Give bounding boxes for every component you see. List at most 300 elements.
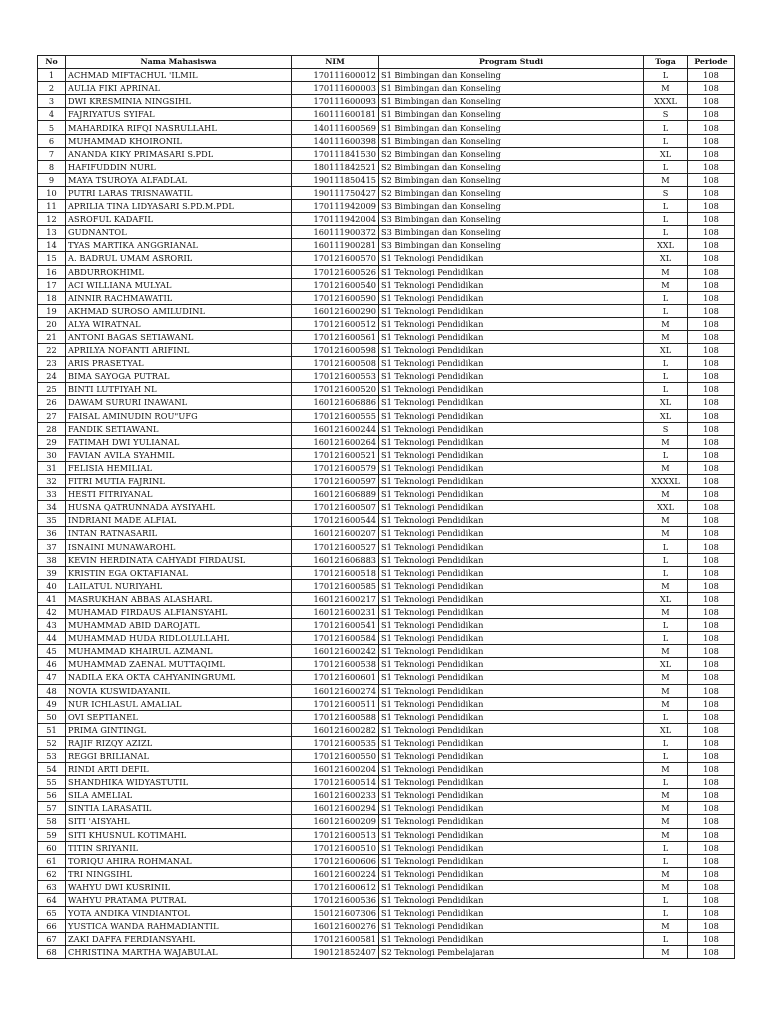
cell-program-studi: S3 Bimbingan dan Konseling bbox=[379, 213, 644, 226]
cell-periode: 108 bbox=[688, 488, 735, 501]
cell-periode: 108 bbox=[688, 108, 735, 121]
cell-periode: 108 bbox=[688, 566, 735, 579]
cell-no: 14 bbox=[38, 239, 66, 252]
table-row bbox=[38, 592, 735, 605]
cell-no: 16 bbox=[38, 265, 66, 278]
cell-nama-mahasiswa: YUSTICA WANDA RAHMADIANTIL bbox=[66, 920, 292, 933]
cell-nama-mahasiswa: NUR ICHLASUL AMALIAL bbox=[66, 697, 292, 710]
cell-nim: 170111942004 bbox=[292, 213, 379, 226]
cell-toga: L bbox=[644, 69, 688, 82]
cell-toga: L bbox=[644, 632, 688, 645]
cell-nama-mahasiswa: MUHAMMAD ZAENAL MUTTAQIML bbox=[66, 658, 292, 671]
cell-toga: M bbox=[644, 82, 688, 95]
cell-periode: 108 bbox=[688, 226, 735, 239]
cell-program-studi: S1 Teknologi Pendidikan bbox=[379, 553, 644, 566]
table-row bbox=[38, 448, 735, 461]
cell-nama-mahasiswa: HUSNA QATRUNNADA AYSIYAHL bbox=[66, 501, 292, 514]
cell-nama-mahasiswa: CHRISTINA MARTHA WAJABULAL bbox=[66, 946, 292, 959]
cell-no: 32 bbox=[38, 475, 66, 488]
cell-periode: 108 bbox=[688, 448, 735, 461]
table-row bbox=[38, 540, 735, 553]
cell-program-studi: S1 Teknologi Pendidikan bbox=[379, 501, 644, 514]
cell-nim: 170121600527 bbox=[292, 540, 379, 553]
cell-nama-mahasiswa: A. BADRUL UMAM ASRORIL bbox=[66, 252, 292, 265]
cell-program-studi: S1 Teknologi Pendidikan bbox=[379, 658, 644, 671]
cell-periode: 108 bbox=[688, 357, 735, 370]
cell-nim: 160121606883 bbox=[292, 553, 379, 566]
cell-nama-mahasiswa: FITRI MUTIA FAJRINL bbox=[66, 475, 292, 488]
cell-program-studi: S1 Teknologi Pendidikan bbox=[379, 749, 644, 762]
cell-nim: 170121600510 bbox=[292, 841, 379, 854]
cell-periode: 108 bbox=[688, 396, 735, 409]
cell-no: 9 bbox=[38, 173, 66, 186]
cell-program-studi: S1 Teknologi Pendidikan bbox=[379, 867, 644, 880]
cell-periode: 108 bbox=[688, 802, 735, 815]
table-row bbox=[38, 370, 735, 383]
cell-nama-mahasiswa: TORIQU AHIRA ROHMANAL bbox=[66, 854, 292, 867]
cell-toga: XL bbox=[644, 658, 688, 671]
cell-no: 29 bbox=[38, 435, 66, 448]
cell-no: 57 bbox=[38, 802, 66, 815]
table-row bbox=[38, 121, 735, 134]
cell-toga: L bbox=[644, 710, 688, 723]
table-row bbox=[38, 147, 735, 160]
table-row bbox=[38, 330, 735, 343]
table-row bbox=[38, 854, 735, 867]
cell-nim: 160121600231 bbox=[292, 605, 379, 618]
cell-no: 45 bbox=[38, 645, 66, 658]
cell-program-studi: S2 Teknologi Pembelajaran bbox=[379, 946, 644, 959]
cell-program-studi: S1 Teknologi Pendidikan bbox=[379, 828, 644, 841]
cell-toga: M bbox=[644, 828, 688, 841]
cell-no: 5 bbox=[38, 121, 66, 134]
cell-nama-mahasiswa: ALYA WIRATNAL bbox=[66, 317, 292, 330]
cell-nama-mahasiswa: ANTONI BAGAS SETIAWANL bbox=[66, 330, 292, 343]
cell-no: 67 bbox=[38, 933, 66, 946]
cell-nama-mahasiswa: MUHAMMAD HUDA RIDLOLULLAHL bbox=[66, 632, 292, 645]
cell-nim: 170121600518 bbox=[292, 566, 379, 579]
cell-program-studi: S1 Teknologi Pendidikan bbox=[379, 854, 644, 867]
table-row bbox=[38, 579, 735, 592]
cell-nim: 160121600276 bbox=[292, 920, 379, 933]
cell-nama-mahasiswa: ASROFUL KADAFIL bbox=[66, 213, 292, 226]
cell-nama-mahasiswa: APRILYA NOFANTI ARIFINL bbox=[66, 344, 292, 357]
cell-nim: 140111600398 bbox=[292, 134, 379, 147]
cell-program-studi: S3 Bimbingan dan Konseling bbox=[379, 226, 644, 239]
table-row bbox=[38, 710, 735, 723]
cell-no: 13 bbox=[38, 226, 66, 239]
cell-program-studi: S1 Bimbingan dan Konseling bbox=[379, 108, 644, 121]
cell-no: 40 bbox=[38, 579, 66, 592]
cell-nama-mahasiswa: ZAKI DAFFA FERDIANSYAHL bbox=[66, 933, 292, 946]
cell-toga: L bbox=[644, 304, 688, 317]
cell-toga: M bbox=[644, 317, 688, 330]
cell-program-studi: S1 Teknologi Pendidikan bbox=[379, 488, 644, 501]
cell-program-studi: S1 Teknologi Pendidikan bbox=[379, 252, 644, 265]
cell-nim: 160121600217 bbox=[292, 592, 379, 605]
cell-program-studi: S1 Teknologi Pendidikan bbox=[379, 422, 644, 435]
cell-toga: L bbox=[644, 291, 688, 304]
cell-no: 62 bbox=[38, 867, 66, 880]
cell-nama-mahasiswa: ABDURROKHIML bbox=[66, 265, 292, 278]
cell-program-studi: S2 Bimbingan dan Konseling bbox=[379, 173, 644, 186]
cell-program-studi: S1 Teknologi Pendidikan bbox=[379, 370, 644, 383]
cell-nim: 190121852407 bbox=[292, 946, 379, 959]
cell-toga: M bbox=[644, 435, 688, 448]
cell-no: 66 bbox=[38, 920, 66, 933]
cell-program-studi: S1 Teknologi Pendidikan bbox=[379, 566, 644, 579]
cell-periode: 108 bbox=[688, 736, 735, 749]
cell-nama-mahasiswa: MUHAMAD FIRDAUS ALFIANSYAHL bbox=[66, 605, 292, 618]
cell-nim: 170121600535 bbox=[292, 736, 379, 749]
cell-nama-mahasiswa: KEVIN HERDINATA CAHYADI FIRDAUSL bbox=[66, 553, 292, 566]
cell-nim: 170121600597 bbox=[292, 475, 379, 488]
cell-nim: 170121600579 bbox=[292, 461, 379, 474]
cell-nim: 160121600207 bbox=[292, 527, 379, 540]
cell-nama-mahasiswa: DAWAM SURURI INAWANL bbox=[66, 396, 292, 409]
cell-nim: 170121600526 bbox=[292, 265, 379, 278]
cell-no: 18 bbox=[38, 291, 66, 304]
cell-program-studi: S1 Teknologi Pendidikan bbox=[379, 265, 644, 278]
cell-program-studi: S1 Teknologi Pendidikan bbox=[379, 527, 644, 540]
table-row bbox=[38, 173, 735, 186]
cell-periode: 108 bbox=[688, 841, 735, 854]
cell-nama-mahasiswa: WAHYU DWI KUSRINIL bbox=[66, 880, 292, 893]
cell-periode: 108 bbox=[688, 291, 735, 304]
table-row bbox=[38, 396, 735, 409]
cell-periode: 108 bbox=[688, 514, 735, 527]
table-row bbox=[38, 645, 735, 658]
cell-toga: XL bbox=[644, 409, 688, 422]
cell-nim: 160121600244 bbox=[292, 422, 379, 435]
cell-periode: 108 bbox=[688, 553, 735, 566]
cell-toga: XL bbox=[644, 252, 688, 265]
cell-nim: 150121607306 bbox=[292, 907, 379, 920]
cell-toga: M bbox=[644, 815, 688, 828]
cell-periode: 108 bbox=[688, 475, 735, 488]
cell-nim: 160121600209 bbox=[292, 815, 379, 828]
cell-periode: 108 bbox=[688, 894, 735, 907]
cell-program-studi: S1 Bimbingan dan Konseling bbox=[379, 82, 644, 95]
header-nim: NIM bbox=[292, 56, 379, 69]
cell-no: 21 bbox=[38, 330, 66, 343]
cell-nama-mahasiswa: RAJIF RIZQY AZIZL bbox=[66, 736, 292, 749]
cell-nama-mahasiswa: BINTI LUTFIYAH NL bbox=[66, 383, 292, 396]
cell-no: 19 bbox=[38, 304, 66, 317]
cell-periode: 108 bbox=[688, 213, 735, 226]
cell-program-studi: S1 Teknologi Pendidikan bbox=[379, 736, 644, 749]
cell-toga: L bbox=[644, 619, 688, 632]
cell-no: 34 bbox=[38, 501, 66, 514]
table-row bbox=[38, 736, 735, 749]
cell-nama-mahasiswa: AINNIR RACHMAWATIL bbox=[66, 291, 292, 304]
cell-nama-mahasiswa: SINTIA LARASATIL bbox=[66, 802, 292, 815]
cell-nama-mahasiswa: SHANDHIKA WIDYASTUTIL bbox=[66, 776, 292, 789]
cell-no: 12 bbox=[38, 213, 66, 226]
cell-no: 15 bbox=[38, 252, 66, 265]
cell-toga: L bbox=[644, 553, 688, 566]
cell-program-studi: S1 Teknologi Pendidikan bbox=[379, 357, 644, 370]
cell-nim: 170121600588 bbox=[292, 710, 379, 723]
table-row bbox=[38, 252, 735, 265]
cell-nama-mahasiswa: MASRUKHAN ABBAS ALASHARL bbox=[66, 592, 292, 605]
cell-periode: 108 bbox=[688, 422, 735, 435]
cell-no: 56 bbox=[38, 789, 66, 802]
cell-toga: L bbox=[644, 907, 688, 920]
cell-no: 7 bbox=[38, 147, 66, 160]
cell-toga: M bbox=[644, 461, 688, 474]
cell-periode: 108 bbox=[688, 697, 735, 710]
cell-toga: M bbox=[644, 880, 688, 893]
cell-nama-mahasiswa: FAISAL AMINUDIN ROU"UFG bbox=[66, 409, 292, 422]
table-row bbox=[38, 304, 735, 317]
cell-nim: 170121600598 bbox=[292, 344, 379, 357]
cell-toga: L bbox=[644, 226, 688, 239]
cell-no: 61 bbox=[38, 854, 66, 867]
cell-nim: 160121600274 bbox=[292, 684, 379, 697]
cell-toga: S bbox=[644, 422, 688, 435]
cell-periode: 108 bbox=[688, 252, 735, 265]
cell-toga: L bbox=[644, 448, 688, 461]
cell-no: 68 bbox=[38, 946, 66, 959]
table-row bbox=[38, 514, 735, 527]
cell-no: 8 bbox=[38, 160, 66, 173]
table-row bbox=[38, 828, 735, 841]
cell-toga: M bbox=[644, 330, 688, 343]
cell-periode: 108 bbox=[688, 763, 735, 776]
cell-periode: 108 bbox=[688, 592, 735, 605]
cell-program-studi: S1 Teknologi Pendidikan bbox=[379, 330, 644, 343]
cell-program-studi: S1 Teknologi Pendidikan bbox=[379, 344, 644, 357]
cell-no: 51 bbox=[38, 723, 66, 736]
table-header bbox=[38, 56, 735, 69]
cell-nim: 170111600003 bbox=[292, 82, 379, 95]
cell-nama-mahasiswa: REGGI BRILIANAL bbox=[66, 749, 292, 762]
cell-nama-mahasiswa: MUHAMMAD KHOIRONIL bbox=[66, 134, 292, 147]
cell-no: 48 bbox=[38, 684, 66, 697]
table-row bbox=[38, 907, 735, 920]
cell-nama-mahasiswa: SITI 'AISYAHL bbox=[66, 815, 292, 828]
cell-periode: 108 bbox=[688, 278, 735, 291]
cell-nim: 160121600264 bbox=[292, 435, 379, 448]
cell-periode: 108 bbox=[688, 880, 735, 893]
table-row bbox=[38, 265, 735, 278]
table-row bbox=[38, 566, 735, 579]
cell-periode: 108 bbox=[688, 82, 735, 95]
cell-periode: 108 bbox=[688, 304, 735, 317]
cell-program-studi: S1 Teknologi Pendidikan bbox=[379, 671, 644, 684]
table-row bbox=[38, 278, 735, 291]
cell-program-studi: S1 Bimbingan dan Konseling bbox=[379, 95, 644, 108]
cell-periode: 108 bbox=[688, 186, 735, 199]
cell-periode: 108 bbox=[688, 501, 735, 514]
cell-nim: 160121600204 bbox=[292, 763, 379, 776]
table-row bbox=[38, 658, 735, 671]
cell-no: 53 bbox=[38, 749, 66, 762]
header-row bbox=[38, 56, 735, 69]
table-row bbox=[38, 317, 735, 330]
table-row bbox=[38, 723, 735, 736]
cell-nim: 170121600550 bbox=[292, 749, 379, 762]
cell-no: 35 bbox=[38, 514, 66, 527]
graduation-roster-sheet bbox=[37, 55, 735, 959]
cell-no: 46 bbox=[38, 658, 66, 671]
cell-toga: L bbox=[644, 357, 688, 370]
cell-toga: L bbox=[644, 370, 688, 383]
cell-program-studi: S1 Teknologi Pendidikan bbox=[379, 841, 644, 854]
cell-nama-mahasiswa: WAHYU PRATAMA PUTRAL bbox=[66, 894, 292, 907]
cell-periode: 108 bbox=[688, 147, 735, 160]
table-row bbox=[38, 82, 735, 95]
table-row bbox=[38, 344, 735, 357]
cell-toga: L bbox=[644, 213, 688, 226]
cell-nama-mahasiswa: MAYA TSUROYA ALFADLAL bbox=[66, 173, 292, 186]
cell-nama-mahasiswa: PRIMA GINTINGL bbox=[66, 723, 292, 736]
cell-nim: 170121600553 bbox=[292, 370, 379, 383]
cell-nama-mahasiswa: GUDNANTOL bbox=[66, 226, 292, 239]
cell-program-studi: S1 Teknologi Pendidikan bbox=[379, 448, 644, 461]
cell-nama-mahasiswa: ACHMAD MIFTACHUL 'ILMIL bbox=[66, 69, 292, 82]
cell-nama-mahasiswa: SILA AMELIAL bbox=[66, 789, 292, 802]
cell-nama-mahasiswa: KRISTIN EGA OKTAFIANAL bbox=[66, 566, 292, 579]
cell-toga: M bbox=[644, 605, 688, 618]
table-row bbox=[38, 894, 735, 907]
cell-periode: 108 bbox=[688, 69, 735, 82]
cell-periode: 108 bbox=[688, 435, 735, 448]
cell-nama-mahasiswa: FELISIA HEMILIAL bbox=[66, 461, 292, 474]
cell-no: 52 bbox=[38, 736, 66, 749]
cell-nama-mahasiswa: ANANDA KIKY PRIMASARI S.PDL bbox=[66, 147, 292, 160]
cell-program-studi: S1 Teknologi Pendidikan bbox=[379, 894, 644, 907]
cell-program-studi: S1 Teknologi Pendidikan bbox=[379, 409, 644, 422]
cell-program-studi: S1 Teknologi Pendidikan bbox=[379, 435, 644, 448]
cell-periode: 108 bbox=[688, 710, 735, 723]
cell-toga: XL bbox=[644, 592, 688, 605]
cell-toga: M bbox=[644, 802, 688, 815]
cell-no: 38 bbox=[38, 553, 66, 566]
cell-no: 42 bbox=[38, 605, 66, 618]
cell-toga: M bbox=[644, 514, 688, 527]
table-row bbox=[38, 671, 735, 684]
cell-toga: M bbox=[644, 488, 688, 501]
cell-no: 2 bbox=[38, 82, 66, 95]
cell-no: 26 bbox=[38, 396, 66, 409]
table-row bbox=[38, 867, 735, 880]
table-body bbox=[38, 69, 735, 959]
cell-program-studi: S3 Bimbingan dan Konseling bbox=[379, 200, 644, 213]
cell-no: 28 bbox=[38, 422, 66, 435]
cell-periode: 108 bbox=[688, 632, 735, 645]
table-row bbox=[38, 357, 735, 370]
cell-periode: 108 bbox=[688, 933, 735, 946]
cell-no: 3 bbox=[38, 95, 66, 108]
cell-periode: 108 bbox=[688, 540, 735, 553]
cell-nama-mahasiswa: DWI KRESMINIA NINGSIHL bbox=[66, 95, 292, 108]
cell-no: 41 bbox=[38, 592, 66, 605]
cell-nama-mahasiswa: FAJRIYATUS SYIFAL bbox=[66, 108, 292, 121]
cell-toga: L bbox=[644, 894, 688, 907]
cell-periode: 108 bbox=[688, 749, 735, 762]
cell-program-studi: S1 Teknologi Pendidikan bbox=[379, 396, 644, 409]
table-row bbox=[38, 619, 735, 632]
cell-nim: 170121600520 bbox=[292, 383, 379, 396]
cell-no: 25 bbox=[38, 383, 66, 396]
table-row bbox=[38, 291, 735, 304]
cell-nim: 170121600561 bbox=[292, 330, 379, 343]
cell-toga: M bbox=[644, 763, 688, 776]
table-row bbox=[38, 632, 735, 645]
cell-nim: 190111850415 bbox=[292, 173, 379, 186]
cell-periode: 108 bbox=[688, 461, 735, 474]
cell-program-studi: S1 Teknologi Pendidikan bbox=[379, 278, 644, 291]
table-row bbox=[38, 815, 735, 828]
cell-toga: M bbox=[644, 671, 688, 684]
cell-no: 55 bbox=[38, 776, 66, 789]
table-row bbox=[38, 213, 735, 226]
cell-periode: 108 bbox=[688, 776, 735, 789]
cell-program-studi: S1 Teknologi Pendidikan bbox=[379, 461, 644, 474]
cell-toga: M bbox=[644, 173, 688, 186]
table-row bbox=[38, 553, 735, 566]
cell-nim: 160121600224 bbox=[292, 867, 379, 880]
cell-nim: 160121600282 bbox=[292, 723, 379, 736]
cell-toga: S bbox=[644, 186, 688, 199]
cell-periode: 108 bbox=[688, 370, 735, 383]
cell-toga: XL bbox=[644, 147, 688, 160]
cell-no: 65 bbox=[38, 907, 66, 920]
student-roster-table bbox=[37, 55, 735, 959]
cell-toga: XXL bbox=[644, 239, 688, 252]
cell-nama-mahasiswa: ARIS PRASETYAL bbox=[66, 357, 292, 370]
table-row bbox=[38, 239, 735, 252]
cell-toga: M bbox=[644, 645, 688, 658]
cell-program-studi: S1 Bimbingan dan Konseling bbox=[379, 134, 644, 147]
cell-nim: 170121600511 bbox=[292, 697, 379, 710]
cell-no: 37 bbox=[38, 540, 66, 553]
cell-periode: 108 bbox=[688, 619, 735, 632]
table-row bbox=[38, 69, 735, 82]
cell-nim: 190111750427 bbox=[292, 186, 379, 199]
cell-no: 58 bbox=[38, 815, 66, 828]
cell-toga: M bbox=[644, 920, 688, 933]
cell-program-studi: S3 Bimbingan dan Konseling bbox=[379, 239, 644, 252]
cell-nim: 180111842521 bbox=[292, 160, 379, 173]
cell-no: 63 bbox=[38, 880, 66, 893]
cell-program-studi: S1 Teknologi Pendidikan bbox=[379, 475, 644, 488]
table-row bbox=[38, 763, 735, 776]
cell-nama-mahasiswa: TYAS MARTIKA ANGGRIANAL bbox=[66, 239, 292, 252]
cell-nama-mahasiswa: APRILIA TINA LIDYASARI S.PD.M.PDL bbox=[66, 200, 292, 213]
cell-program-studi: S2 Bimbingan dan Konseling bbox=[379, 147, 644, 160]
cell-program-studi: S1 Teknologi Pendidikan bbox=[379, 723, 644, 736]
cell-nim: 170121600585 bbox=[292, 579, 379, 592]
cell-nama-mahasiswa: HESTI FITRIYANAL bbox=[66, 488, 292, 501]
cell-program-studi: S1 Teknologi Pendidikan bbox=[379, 317, 644, 330]
table-row bbox=[38, 461, 735, 474]
cell-nim: 170121600514 bbox=[292, 776, 379, 789]
table-row bbox=[38, 880, 735, 893]
cell-toga: XL bbox=[644, 344, 688, 357]
cell-periode: 108 bbox=[688, 160, 735, 173]
cell-nim: 170121600601 bbox=[292, 671, 379, 684]
cell-no: 20 bbox=[38, 317, 66, 330]
cell-periode: 108 bbox=[688, 605, 735, 618]
table-row bbox=[38, 933, 735, 946]
table-row bbox=[38, 684, 735, 697]
cell-toga: M bbox=[644, 265, 688, 278]
table-row bbox=[38, 605, 735, 618]
cell-toga: L bbox=[644, 776, 688, 789]
